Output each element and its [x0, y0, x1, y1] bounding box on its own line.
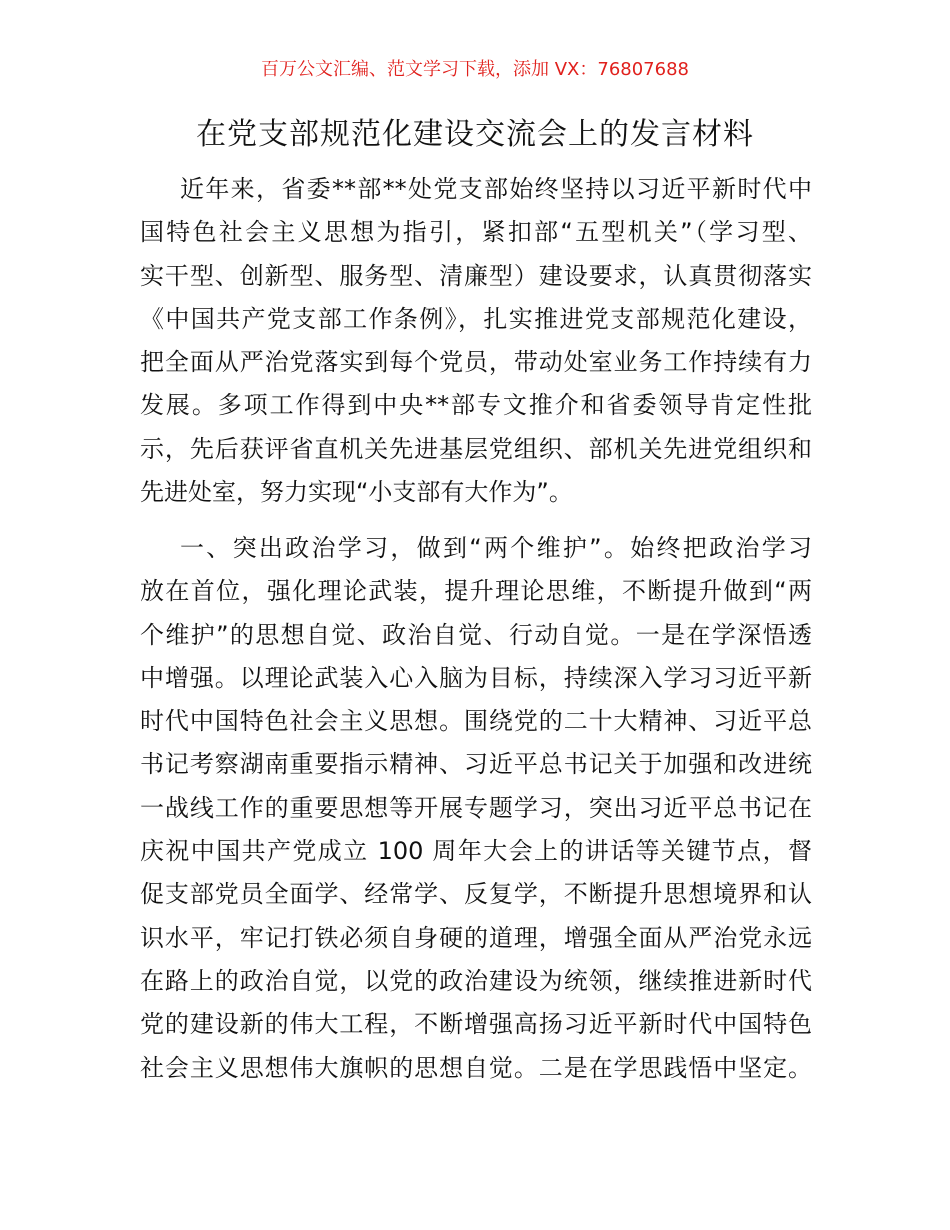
text-line: 时代中国特色社会主义思想。围绕党的二十大精神、习近平总 — [140, 707, 812, 736]
text-line: 示，先后获评省直机关先进基层党组织、部机关先进党组织和 — [140, 434, 812, 463]
text-line: 党的建设新的伟大工程，不断增强高扬习近平新时代中国特色 — [140, 1010, 812, 1039]
text-line: 近年来，省委**部**处党支部始终坚持以习近平新时代中 — [180, 175, 812, 203]
text-line: 社会主义思想伟大旗帜的思想自觉。二是在学思践悟中坚定。 — [140, 1053, 812, 1082]
text-line: 先进处室，努力实现“小支部有大作为”。 — [140, 478, 573, 507]
paragraph-section-1 — [140, 527, 812, 1090]
text-line: 放在首位，强化理论武装，提升理论思维，不断提升做到“两 — [140, 577, 812, 606]
text-line: 实干型、创新型、服务型、清廉型）建设要求，认真贯彻落实 — [140, 261, 812, 290]
text-line: 个维护”的思想自觉、政治自觉、行动自觉。一是在学深悟透 — [140, 620, 812, 649]
text-line: 书记考察湖南重要指示精神、习近平总书记关于加强和改进统 — [140, 750, 812, 779]
text-line: 发展。多项工作得到中央**部专文推介和省委领导肯定性批 — [140, 391, 812, 420]
text-line: 把全面从严治党落实到每个党员，带动处室业务工作持续有力 — [140, 348, 812, 377]
text-line: 国特色社会主义思想为指引，紧扣部“五型机关”（学习型、 — [140, 218, 812, 247]
paragraph-intro — [140, 168, 812, 514]
text-line: 《中国共产党支部工作条例》，扎实推进党支部规范化建设， — [140, 304, 812, 333]
text-line: 中增强。以理论武装入心入脑为目标，持续深入学习习近平新 — [140, 663, 812, 692]
text-line: 庆祝中国共产党成立 100 周年大会上的讲话等关键节点，督 — [140, 837, 812, 866]
text-line: 识水平，牢记打铁必须自身硬的道理，增强全面从严治党永远 — [140, 923, 812, 952]
document-title: 在党支部规范化建设交流会上的发言材料 — [196, 117, 754, 152]
watermark-header: 百万公文汇编、范文学习下载，添加 VX：76807688 — [261, 59, 689, 80]
text-line: 一战线工作的重要思想等开展专题学习，突出习近平总书记在 — [140, 793, 812, 822]
text-line: 促支部党员全面学、经常学、反复学，不断提升思想境界和认 — [140, 880, 812, 909]
text-line: 一、突出政治学习，做到“两个维护”。始终把政治学习 — [180, 534, 812, 562]
text-line: 在路上的政治自觉，以党的政治建设为统领，继续推进新时代 — [140, 966, 812, 995]
